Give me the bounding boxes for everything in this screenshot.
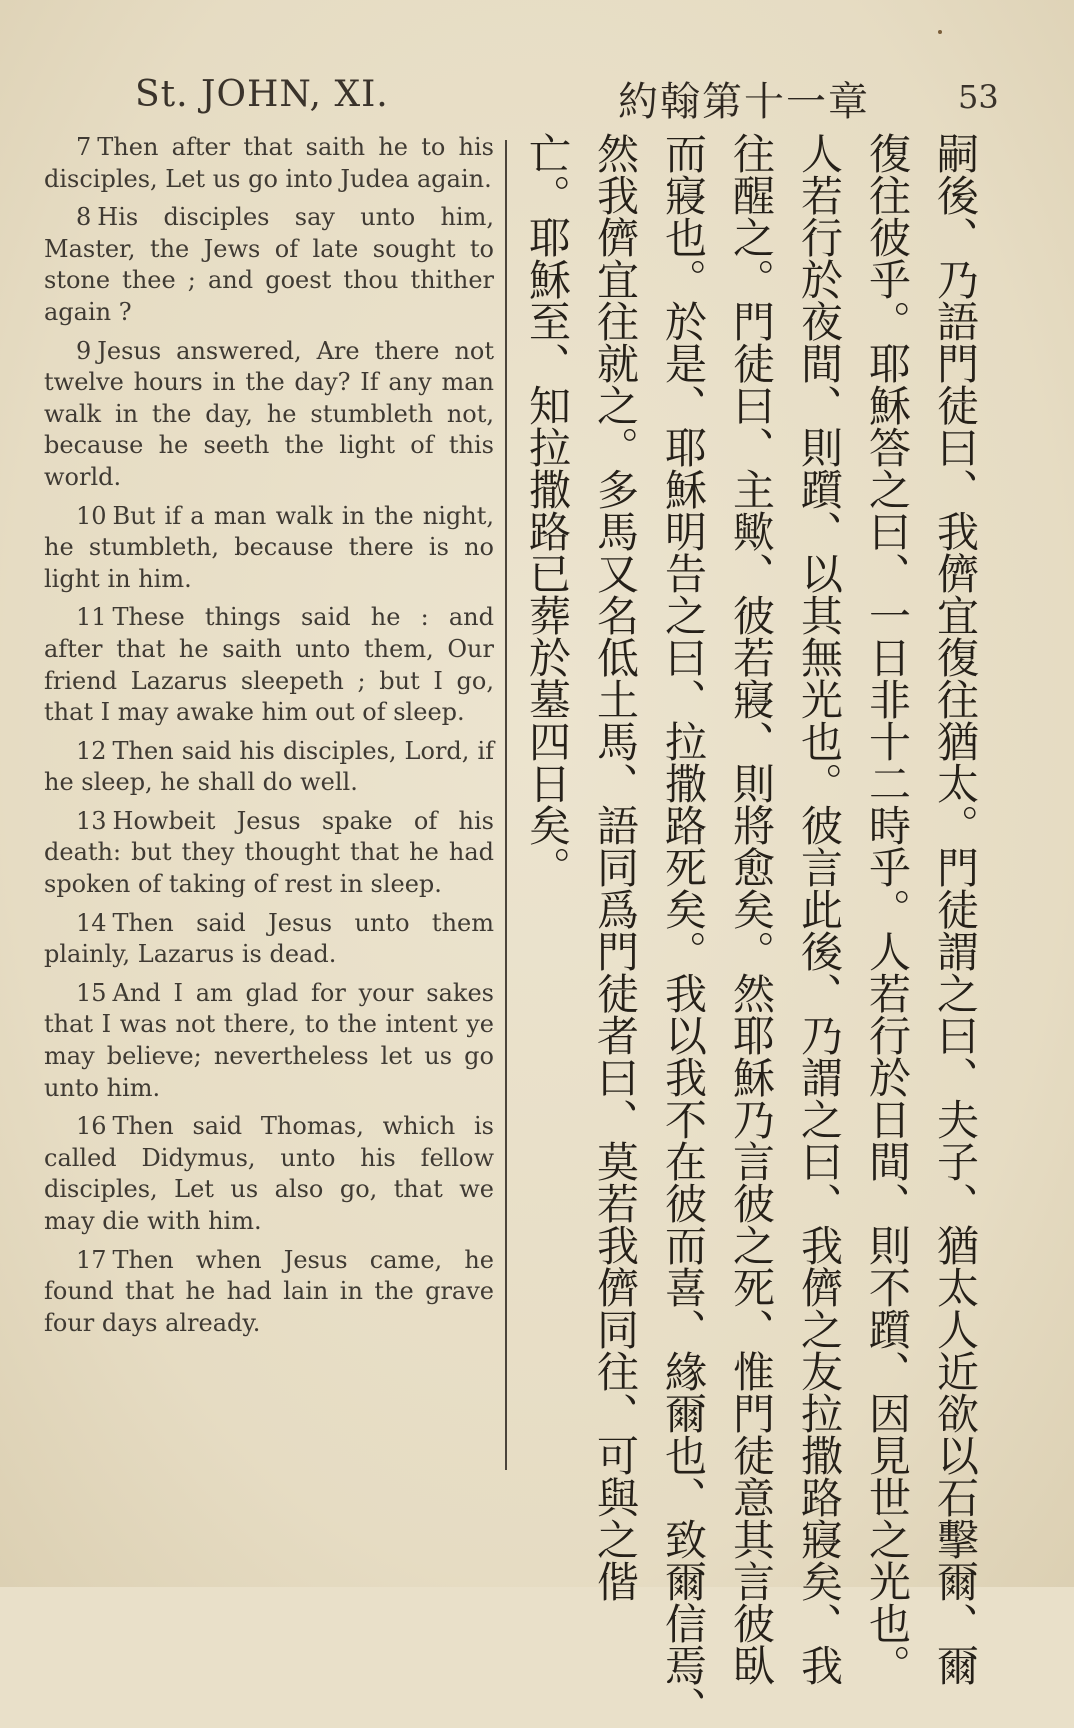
verse [44, 908, 494, 971]
chinese-text-column: 而寢也。於是、耶穌明告之曰、拉撒路死矣。我以我不在彼而喜、緣爾也、致爾信焉、 [659, 132, 708, 1728]
verse [44, 501, 494, 596]
verse-number: 14 [76, 908, 107, 937]
verse [44, 1245, 494, 1340]
column-divider [505, 140, 507, 1470]
verse-text: Then said Jesus unto them plainly, Lazarus is dead. [44, 908, 494, 969]
verse [44, 132, 494, 195]
page-number: 53 [958, 78, 999, 116]
verse-text: But if a man walk in the night, he stumbleth, because there is no light in him. [44, 501, 494, 593]
chinese-text-column: 復往彼乎。耶穌答之曰、一日非十二時乎。人若行於日間、則不躓、因見世之光也。 [863, 132, 912, 1686]
chinese-text-column: 往醒之。門徒曰、主歟、彼若寢、則將愈矣。然耶穌乃言彼之死、惟門徒意其言彼臥 [727, 132, 776, 1686]
ink-speck [938, 30, 942, 34]
verse-text: Then said his disciples, Lord, if he sleep, he shall do well. [44, 736, 494, 797]
verse-number: 9 [76, 336, 92, 365]
verse-number: 13 [76, 806, 107, 835]
verse [44, 1111, 494, 1237]
verse-number: 7 [76, 133, 92, 161]
verse-text: His disciples say unto him, Master, the Jews of late sought to stone thee ; and goest thou thither again ? [44, 203, 494, 326]
running-header-english: St. JOHN, XI. [135, 74, 389, 115]
verse [44, 806, 494, 901]
verse-text: Then when Jesus came, he found that he had lain in the grave four days already. [44, 1245, 494, 1337]
verse [44, 978, 494, 1104]
verse-text: Jesus answered, Are there not twelve hours in the day? If any man walk in the day, he stumbleth not, because he seeth the light of this world. [44, 336, 494, 491]
verse-text: Then said Thomas, which is called Didymus, unto his fellow disciples, Let us also go, that we may die with him. [44, 1112, 494, 1235]
verse-number: 16 [76, 1112, 107, 1141]
verse-text: Howbeit Jesus spake of his death: but they thought that he had spoken of taking of rest in sleep. [44, 806, 494, 899]
chinese-text-column: 亡。耶穌至、知拉撒路已葬於墓四日矣。 [523, 132, 572, 888]
chinese-text-column: 嗣後、乃語門徒曰、我儕宜復往猶太。門徒謂之曰、夫子、猶太人近欲以石擊爾、爾 [931, 132, 980, 1686]
chinese-text-column: 人若行於夜間、則躓、以其無光也。彼言此後、乃謂之曰、我儕之友拉撒路寢矣、我 [795, 132, 844, 1686]
english-column [44, 132, 494, 1346]
verse-number: 8 [76, 203, 92, 232]
verse-number: 15 [76, 978, 107, 1007]
verse-number: 17 [76, 1245, 107, 1274]
verse [44, 202, 494, 328]
verse-number: 12 [76, 736, 107, 765]
verse-text: And I am glad for your sakes that I was not there, to the intent ye may believe; nevertheless let us go unto him. [44, 978, 494, 1102]
verse [44, 736, 494, 799]
running-header-chinese: 約翰第十一章 [618, 79, 870, 125]
verse-text: These things said he : and after that he saith unto them, Our friend Lazarus sleepeth ; but I go, that I may awake him out of sleep. [44, 603, 494, 727]
verse [44, 336, 494, 494]
verse [44, 602, 494, 728]
verse-text: Then after that saith he to his disciples, Let us go into Judea again. [44, 133, 494, 193]
verse-number: 10 [76, 501, 107, 530]
chinese-column [523, 118, 986, 1728]
chinese-text-column: 然我儕宜往就之。多馬又名低土馬、語同爲門徒者曰、莫若我儕同往、可與之偕 [591, 132, 640, 1602]
verse-number: 11 [76, 603, 107, 632]
